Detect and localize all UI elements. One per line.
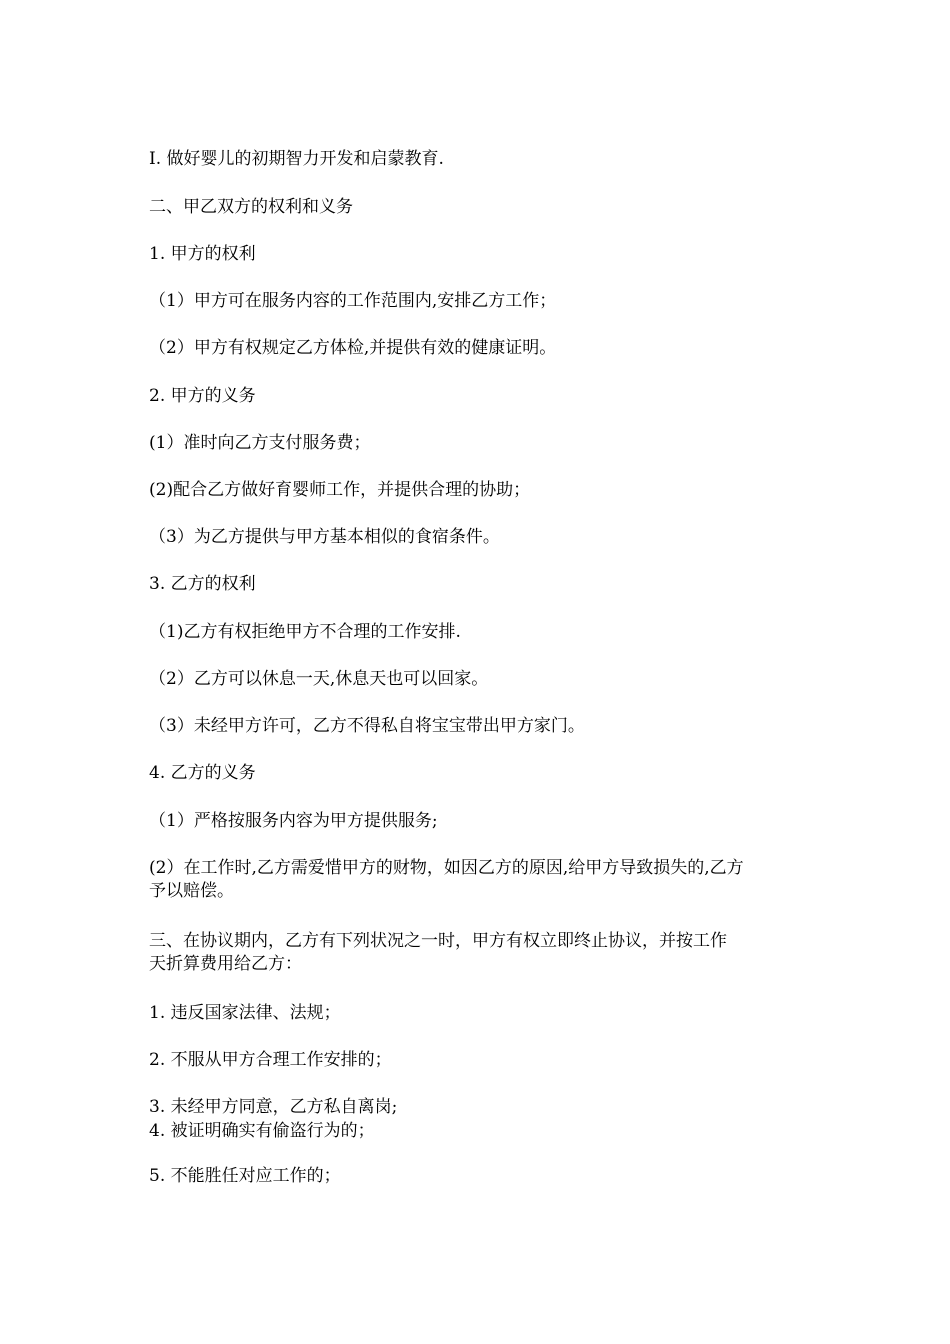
party-b-right-2: （2）乙方可以休息一天,休息天也可以回家。 — [149, 669, 489, 689]
section-three-heading-line-1: 三、在协议期内，乙方有下列状况之一时，甲方有权立即终止协议，并按工作 — [149, 931, 727, 951]
party-a-duty-1: (1）准时向乙方支付服务费； — [149, 433, 371, 453]
termination-reason-4: 4. 被证明确实有偷盗行为的； — [149, 1121, 375, 1141]
termination-reason-1: 1. 违反国家法律、法规； — [149, 1003, 341, 1023]
section-two-heading: 二、甲乙双方的权利和义务 — [149, 197, 353, 217]
item-i-infant-education: I. 做好婴儿的初期智力开发和启蒙教育. — [149, 149, 444, 169]
party-a-duty-2: (2)配合乙方做好育婴师工作，并提供合理的协助； — [149, 480, 531, 500]
termination-reason-2: 2. 不服从甲方合理工作安排的； — [149, 1050, 392, 1070]
party-a-right-1: （1）甲方可在服务内容的工作范围内,安排乙方工作； — [149, 291, 557, 311]
party-a-right-2: （2）甲方有权规定乙方体检,并提供有效的健康证明。 — [149, 338, 557, 358]
party-b-duty-2-line-1: (2）在工作时,乙方需爱惜甲方的财物，如因乙方的原因,给甲方导致损失的,乙方 — [149, 858, 744, 878]
party-a-duty-3: （3）为乙方提供与甲方基本相似的食宿条件。 — [149, 527, 500, 547]
party-a-duties-heading: 2. 甲方的义务 — [149, 386, 256, 406]
party-b-right-1: （1)乙方有权拒绝甲方不合理的工作安排. — [149, 622, 461, 642]
termination-reason-3: 3. 未经甲方同意，乙方私自离岗; — [149, 1097, 398, 1117]
party-b-duty-2-line-2: 予以赔偿。 — [149, 881, 234, 901]
termination-reason-5: 5. 不能胜任对应工作的； — [149, 1166, 341, 1186]
party-a-rights-heading: 1. 甲方的权利 — [149, 244, 256, 264]
party-b-duty-1: （1）严格按服务内容为甲方提供服务; — [149, 811, 438, 831]
section-three-heading-line-2: 天折算费用给乙方： — [149, 954, 302, 974]
party-b-rights-heading: 3. 乙方的权利 — [149, 574, 256, 594]
party-b-right-3: （3）未经甲方许可，乙方不得私自将宝宝带出甲方家门。 — [149, 716, 585, 736]
party-b-duties-heading: 4. 乙方的义务 — [149, 763, 256, 783]
